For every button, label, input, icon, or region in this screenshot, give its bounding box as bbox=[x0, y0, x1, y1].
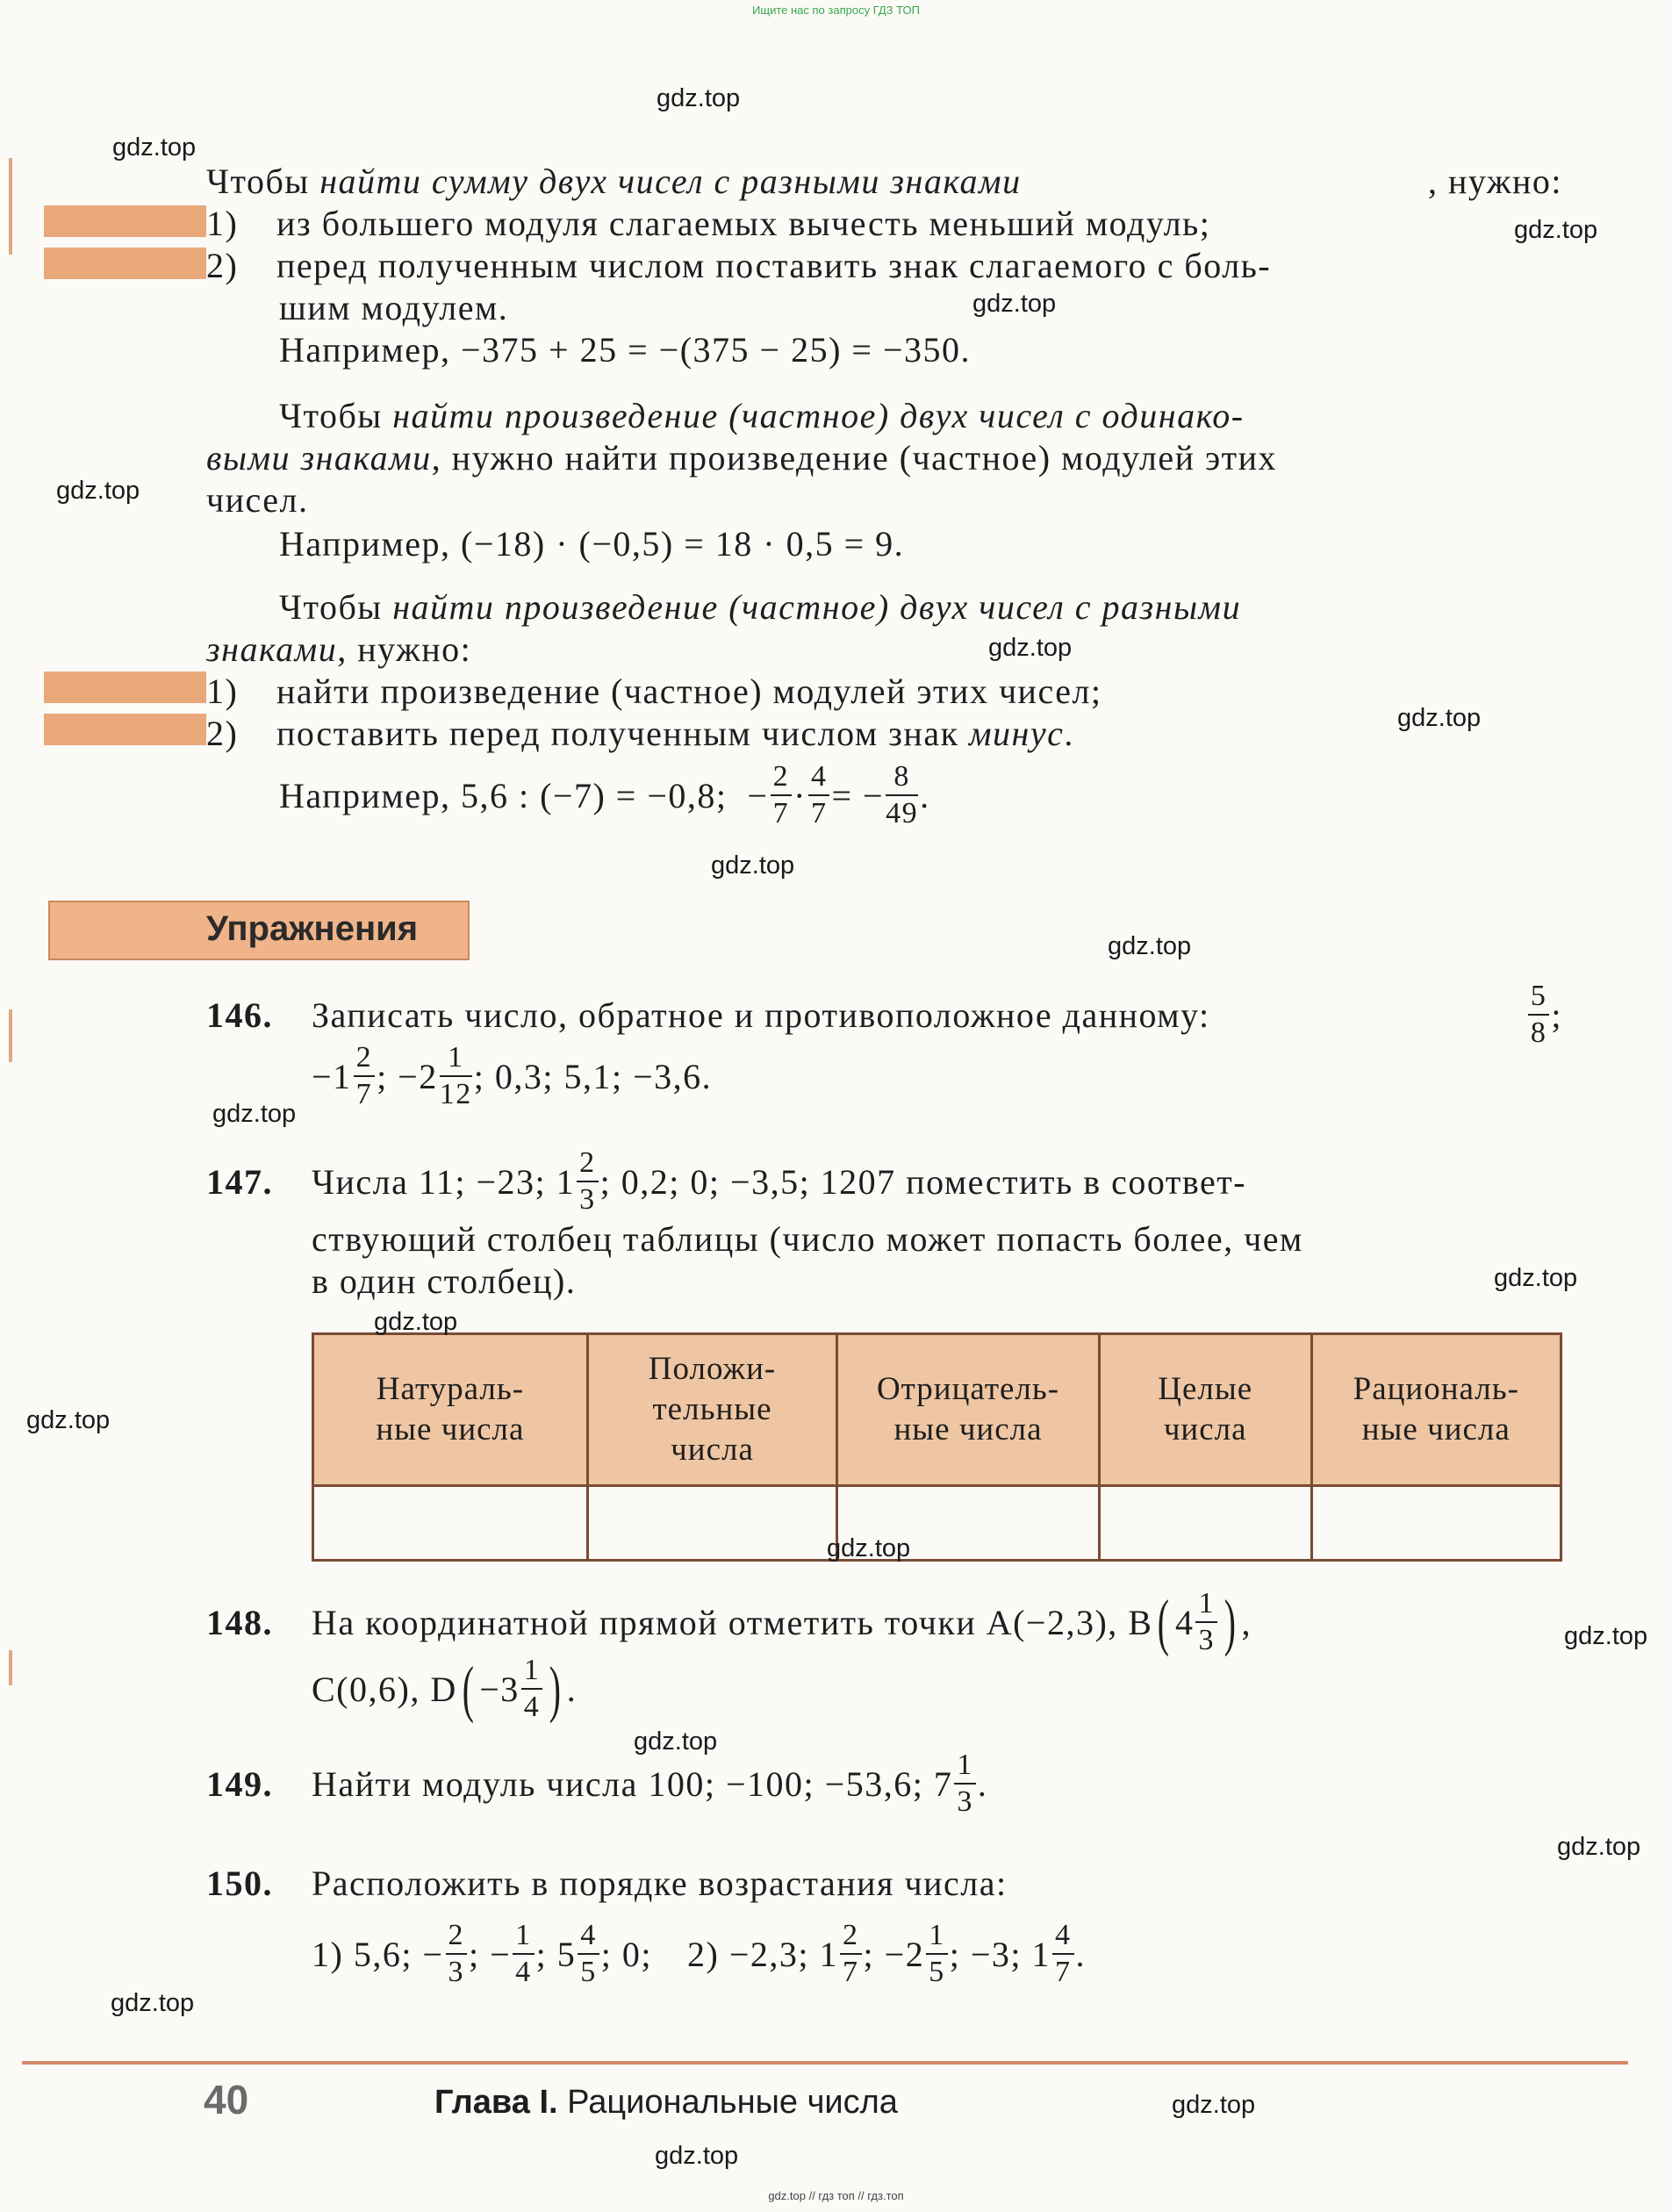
table-header-positive: Положи- тельные числа bbox=[587, 1334, 836, 1486]
watermark: gdz.top bbox=[988, 634, 1073, 662]
number-classification-table bbox=[312, 1332, 1562, 1562]
rule3-line1: Чтобы найти произведение (частное) двух чисел с разными bbox=[279, 587, 1242, 627]
watermark: gdz.top bbox=[972, 290, 1057, 318]
exercise-146: 146. Записать число, обратное и противоположное данному: $\frac{5}{8}$ ; bbox=[206, 980, 1562, 1049]
step-marker-bar bbox=[44, 248, 206, 279]
footer-rule bbox=[22, 2061, 1628, 2065]
table-cell[interactable] bbox=[313, 1486, 588, 1561]
table-cell[interactable] bbox=[1099, 1486, 1311, 1561]
page-number: 40 bbox=[204, 2077, 249, 2122]
rule1-example: Например, −375 + 25 = −(375 − 25) = −350. bbox=[279, 330, 972, 370]
watermark: gdz.top bbox=[1494, 1264, 1578, 1292]
watermark: gdz.top bbox=[1557, 1833, 1641, 1861]
rule1-step2-cont: шим модулем. bbox=[279, 288, 509, 327]
rule3-step2: 2) поставить перед полученным числом знак минус. bbox=[206, 714, 1074, 753]
rule3-example: Например, 5,6 : (−7) = −0,8; − $\frac{2}{7}$ · $\frac{4}{7}$ = − $\frac{8}{49}$ . bbox=[279, 760, 930, 830]
watermark: gdz.top bbox=[1564, 1622, 1648, 1650]
rule2-example: Например, (−18) · (−0,5) = 18 · 0,5 = 9. bbox=[279, 524, 905, 564]
table-header-row bbox=[313, 1334, 1561, 1486]
rule2-line3: чисел. bbox=[206, 480, 309, 520]
exercise-147-line3: в один столбец). bbox=[312, 1261, 577, 1301]
exercise-148-line2: C(0,6), D ( −3 $\frac{1}{4}$ ) . bbox=[312, 1654, 578, 1724]
rule3-step1: 1) найти произведение (частное) модулей этих чисел; bbox=[206, 672, 1102, 711]
watermark: gdz.top bbox=[212, 1100, 297, 1128]
margin-mark bbox=[9, 1650, 12, 1685]
chapter-title: Глава I. Рациональные числа bbox=[434, 2084, 898, 2121]
exercise-147: 147. Числа 11; −23; 1 $\frac{2}{3}$ ; 0,2; 0; −3,5; 1207 поместить в соответ- bbox=[206, 1146, 1247, 1216]
watermark: gdz.top bbox=[655, 2142, 739, 2170]
watermark: gdz.top bbox=[1108, 932, 1192, 960]
exercise-148: 148. На координатной прямой отметить точки A(−2,3), B ( 4 $\frac{1}{3}$ ) , bbox=[206, 1587, 1252, 1657]
table-cell[interactable] bbox=[587, 1486, 836, 1561]
watermark: gdz.top bbox=[111, 1989, 195, 2017]
rule1-step2: 2) перед полученным числом поставить знак слагаемого с боль- bbox=[206, 246, 1272, 285]
top-banner: Ищите нас по запросу ГДЗ ТОП bbox=[752, 4, 920, 17]
watermark: gdz.top bbox=[56, 477, 140, 505]
margin-mark bbox=[9, 158, 12, 255]
rule-text: Чтобы найти суммy двух чисел с разными знаками bbox=[206, 162, 1022, 201]
exercise-146-line2: −1 $\frac{2}{7}$ ; −2 $\frac{1}{12}$ ; 0,3; 5,1; −3,6. bbox=[312, 1041, 713, 1110]
exercise-150: 150. Расположить в порядке возрастания числа: bbox=[206, 1864, 1008, 1903]
step-marker-bar bbox=[44, 205, 206, 237]
watermark: gdz.top bbox=[827, 1534, 911, 1562]
step-marker-bar bbox=[44, 672, 206, 703]
watermark: gdz.top bbox=[1397, 704, 1482, 732]
watermark: gdz.top bbox=[1514, 216, 1598, 244]
table-cell[interactable] bbox=[1311, 1486, 1561, 1561]
watermark: gdz.top bbox=[112, 133, 197, 162]
watermark: gdz.top bbox=[657, 84, 741, 112]
table-header-natural: Натураль- ные числа bbox=[313, 1334, 588, 1486]
table-header-negative: Отрицатель- ные числа bbox=[837, 1334, 1100, 1486]
rule1-line1: Чтобы найти суммy двух чисел с разными знаками , нужно: bbox=[206, 162, 1562, 201]
rule2-line1: Чтобы найти произведение (частное) двух чисел с одинако- bbox=[279, 396, 1245, 435]
exercise-147-line2: ствующий столбец таблицы (число может попасть более, чем bbox=[312, 1219, 1303, 1259]
exercise-150-line2: 1) 5,6; − $\frac{2}{3}$ ; − $\frac{1}{4}$ ; 5 $\frac{4}{5}$ ; 0; 2) −2,3; 1 $\frac{2}{7}$ ; −2 $\frac{1}{5}$ ; −3; 1 $\frac{4}{7}$ . bbox=[312, 1919, 1086, 1988]
rule1-step1: 1) из большего модуля слагаемых вычесть меньший модуль; bbox=[206, 204, 1211, 243]
exercises-title: Упражнения bbox=[206, 909, 419, 948]
table-header-rational: Рациональ- ные числа bbox=[1311, 1334, 1561, 1486]
watermark: gdz.top bbox=[1172, 2091, 1256, 2119]
table-header-integer: Целые числа bbox=[1099, 1334, 1311, 1486]
step-marker-bar bbox=[44, 714, 206, 745]
watermark: gdz.top bbox=[374, 1308, 458, 1336]
rule2-line2: выми знаками, нужно найти произведение (частное) модулей этих bbox=[206, 438, 1278, 478]
watermark: gdz.top bbox=[711, 851, 795, 880]
table-row bbox=[313, 1486, 1561, 1561]
margin-mark bbox=[9, 1009, 12, 1062]
exercise-149: 149. Найти модуль числа 100; −100; −53,6; 7 $\frac{1}{3}$ . bbox=[206, 1749, 988, 1818]
bottom-banner: gdz.top // гдз топ // гдз.топ bbox=[768, 2189, 904, 2202]
rule3-line2: знаками, нужно: bbox=[206, 629, 472, 669]
watermark: gdz.top bbox=[26, 1406, 111, 1434]
watermark: gdz.top bbox=[634, 1727, 718, 1756]
